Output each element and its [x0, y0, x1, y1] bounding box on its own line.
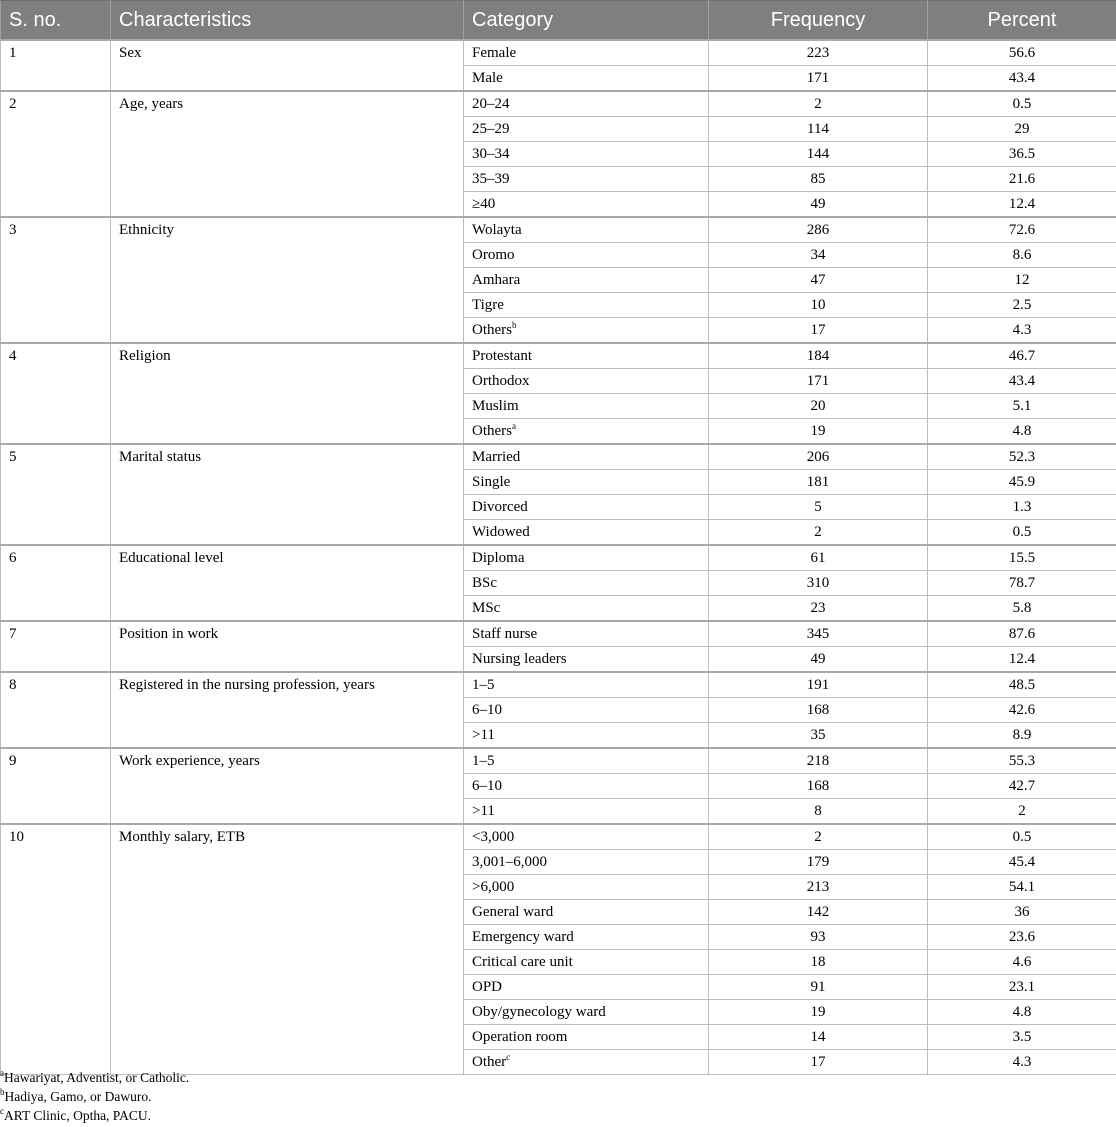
percent-cell: 78.7 [928, 571, 1116, 596]
category-cell [464, 419, 709, 445]
footnote-mark: a [0, 1068, 4, 1078]
category-label: >6,000 [472, 879, 515, 895]
percent-cell: 5.8 [928, 596, 1116, 622]
sno-cell: 8 [1, 672, 111, 748]
category-label: 35–39 [472, 171, 510, 187]
percent-cell: 4.8 [928, 419, 1116, 445]
percent-cell: 87.6 [928, 621, 1116, 647]
category-label: Nursing leaders [472, 651, 567, 667]
frequency-cell: 5 [709, 495, 928, 520]
category-label: Muslim [472, 398, 519, 414]
table-body [1, 40, 1116, 1075]
category-cell [464, 875, 709, 900]
category-cell [464, 470, 709, 495]
category-cell [464, 369, 709, 394]
category-cell [464, 1025, 709, 1050]
frequency-cell: 85 [709, 167, 928, 192]
category-cell [464, 824, 709, 850]
frequency-cell: 18 [709, 950, 928, 975]
category-cell [464, 192, 709, 218]
percent-cell: 4.3 [928, 318, 1116, 344]
percent-cell: 23.6 [928, 925, 1116, 950]
category-label: Wolayta [472, 222, 522, 238]
percent-cell: 15.5 [928, 545, 1116, 571]
category-label: 6–10 [472, 702, 502, 718]
percent-cell: 4.6 [928, 950, 1116, 975]
table-header [1, 1, 1116, 41]
sno-cell: 6 [1, 545, 111, 621]
category-cell [464, 748, 709, 774]
frequency-cell: 23 [709, 596, 928, 622]
characteristic-cell: Registered in the nursing profession, years [111, 672, 464, 748]
category-cell [464, 66, 709, 92]
table-row [1, 91, 1116, 117]
category-cell [464, 268, 709, 293]
category-cell [464, 571, 709, 596]
percent-cell: 1.3 [928, 495, 1116, 520]
frequency-cell: 168 [709, 774, 928, 799]
footnotes [0, 1068, 189, 1125]
sno-cell: 3 [1, 217, 111, 343]
category-cell [464, 850, 709, 875]
sno-cell: 1 [1, 40, 111, 91]
percent-cell: 29 [928, 117, 1116, 142]
table-row [1, 343, 1116, 369]
category-cell [464, 799, 709, 825]
category-cell [464, 545, 709, 571]
percent-cell: 12 [928, 268, 1116, 293]
footnote-mark: c [0, 1106, 4, 1116]
characteristic-cell: Religion [111, 343, 464, 444]
frequency-cell: 14 [709, 1025, 928, 1050]
category-label: Widowed [472, 524, 530, 540]
frequency-cell: 47 [709, 268, 928, 293]
frequency-cell: 8 [709, 799, 928, 825]
frequency-cell: 184 [709, 343, 928, 369]
category-label: Married [472, 449, 521, 465]
table-row [1, 444, 1116, 470]
table-row [1, 217, 1116, 243]
category-label: Oby/gynecology ward [472, 1004, 606, 1020]
footnote-marker: c [506, 1052, 511, 1062]
percent-cell: 36.5 [928, 142, 1116, 167]
frequency-cell: 17 [709, 1050, 928, 1075]
category-cell [464, 243, 709, 268]
category-cell [464, 394, 709, 419]
characteristic-cell: Work experience, years [111, 748, 464, 824]
category-cell [464, 91, 709, 117]
percent-cell: 45.4 [928, 850, 1116, 875]
frequency-cell: 2 [709, 824, 928, 850]
frequency-cell: 218 [709, 748, 928, 774]
percent-cell: 55.3 [928, 748, 1116, 774]
category-cell [464, 774, 709, 799]
category-cell [464, 217, 709, 243]
footnote-marker: a [512, 421, 516, 431]
percent-cell: 21.6 [928, 167, 1116, 192]
frequency-cell: 20 [709, 394, 928, 419]
category-cell [464, 975, 709, 1000]
percent-cell: 45.9 [928, 470, 1116, 495]
frequency-cell: 61 [709, 545, 928, 571]
header-category: Category [464, 1, 709, 41]
percent-cell: 43.4 [928, 66, 1116, 92]
frequency-cell: 171 [709, 369, 928, 394]
characteristic-cell: Ethnicity [111, 217, 464, 343]
category-cell [464, 495, 709, 520]
frequency-cell: 19 [709, 419, 928, 445]
category-label: 3,001–6,000 [472, 854, 547, 870]
percent-cell: 2.5 [928, 293, 1116, 318]
frequency-cell: 2 [709, 91, 928, 117]
percent-cell: 12.4 [928, 192, 1116, 218]
category-label: 1–5 [472, 677, 495, 693]
category-label: Diploma [472, 550, 525, 566]
frequency-cell: 10 [709, 293, 928, 318]
header-frequency: Frequency [709, 1, 928, 41]
percent-cell: 72.6 [928, 217, 1116, 243]
category-cell [464, 40, 709, 66]
category-label: 1–5 [472, 753, 495, 769]
table-row [1, 40, 1116, 66]
frequency-cell: 223 [709, 40, 928, 66]
sno-cell: 5 [1, 444, 111, 545]
sno-cell: 9 [1, 748, 111, 824]
footnote-text: ART Clinic, Optha, PACU. [4, 1108, 151, 1123]
frequency-cell: 49 [709, 647, 928, 673]
category-label: Oromo [472, 247, 515, 263]
percent-cell: 42.6 [928, 698, 1116, 723]
percent-cell: 43.4 [928, 369, 1116, 394]
characteristic-cell: Monthly salary, ETB [111, 824, 464, 1075]
footnote [0, 1106, 189, 1125]
header-percent: Percent [928, 1, 1116, 41]
category-cell [464, 520, 709, 546]
footnote-text: Hawariyat, Adventist, or Catholic. [4, 1070, 190, 1085]
category-label: >11 [472, 803, 495, 819]
percent-cell: 0.5 [928, 91, 1116, 117]
percent-cell: 0.5 [928, 520, 1116, 546]
header-sno: S. no. [1, 1, 111, 41]
category-label: General ward [472, 904, 554, 920]
category-label: BSc [472, 575, 498, 591]
frequency-cell: 19 [709, 1000, 928, 1025]
category-label: Orthodox [472, 373, 530, 389]
category-label: <3,000 [472, 829, 515, 845]
percent-cell: 23.1 [928, 975, 1116, 1000]
percent-cell: 4.8 [928, 1000, 1116, 1025]
category-label: Divorced [472, 499, 528, 515]
category-label: 20–24 [472, 96, 510, 112]
table-row [1, 824, 1116, 850]
category-label: 6–10 [472, 778, 502, 794]
category-cell [464, 698, 709, 723]
category-cell [464, 117, 709, 142]
percent-cell: 12.4 [928, 647, 1116, 673]
category-cell [464, 950, 709, 975]
percent-cell: 36 [928, 900, 1116, 925]
frequency-cell: 345 [709, 621, 928, 647]
category-cell [464, 318, 709, 344]
frequency-cell: 168 [709, 698, 928, 723]
category-cell [464, 1050, 709, 1075]
category-label: Other [472, 1054, 507, 1070]
category-label: Critical care unit [472, 954, 573, 970]
category-label: 25–29 [472, 121, 510, 137]
category-label: Amhara [472, 272, 521, 288]
category-cell [464, 167, 709, 192]
percent-cell: 8.9 [928, 723, 1116, 749]
category-cell [464, 900, 709, 925]
category-label: Others [472, 322, 512, 338]
percent-cell: 48.5 [928, 672, 1116, 698]
sno-cell: 10 [1, 824, 111, 1075]
frequency-cell: 179 [709, 850, 928, 875]
category-label: Tigre [472, 297, 504, 313]
category-cell [464, 596, 709, 622]
frequency-cell: 2 [709, 520, 928, 546]
header-row [1, 1, 1116, 41]
percent-cell: 4.3 [928, 1050, 1116, 1075]
category-label: Operation room [472, 1029, 568, 1045]
table-row [1, 621, 1116, 647]
frequency-cell: 171 [709, 66, 928, 92]
characteristic-cell: Position in work [111, 621, 464, 672]
frequency-cell: 310 [709, 571, 928, 596]
frequency-cell: 142 [709, 900, 928, 925]
frequency-cell: 91 [709, 975, 928, 1000]
table-row [1, 545, 1116, 571]
frequency-cell: 213 [709, 875, 928, 900]
sno-cell: 4 [1, 343, 111, 444]
category-label: OPD [472, 979, 503, 995]
characteristic-cell: Sex [111, 40, 464, 91]
footnote [0, 1068, 189, 1087]
percent-cell: 2 [928, 799, 1116, 825]
frequency-cell: 191 [709, 672, 928, 698]
characteristic-cell: Age, years [111, 91, 464, 217]
footnote-marker: b [512, 320, 517, 330]
category-cell [464, 647, 709, 673]
percent-cell: 8.6 [928, 243, 1116, 268]
category-label: ≥40 [472, 196, 496, 212]
percent-cell: 42.7 [928, 774, 1116, 799]
frequency-cell: 206 [709, 444, 928, 470]
category-label: Emergency ward [472, 929, 574, 945]
characteristic-cell: Marital status [111, 444, 464, 545]
frequency-cell: 114 [709, 117, 928, 142]
category-label: Female [472, 45, 517, 61]
footnote-text: Hadiya, Gamo, or Dawuro. [4, 1089, 152, 1104]
category-label: 30–34 [472, 146, 510, 162]
category-cell [464, 444, 709, 470]
table-row [1, 748, 1116, 774]
category-label: Single [472, 474, 511, 490]
frequency-cell: 35 [709, 723, 928, 749]
percent-cell: 54.1 [928, 875, 1116, 900]
percent-cell: 0.5 [928, 824, 1116, 850]
category-label: Male [472, 70, 503, 86]
footnote [0, 1087, 189, 1106]
category-label: Staff nurse [472, 626, 538, 642]
category-cell [464, 293, 709, 318]
sno-cell: 2 [1, 91, 111, 217]
category-label: >11 [472, 727, 495, 743]
category-cell [464, 343, 709, 369]
percent-cell: 46.7 [928, 343, 1116, 369]
frequency-cell: 49 [709, 192, 928, 218]
category-label: Others [472, 423, 512, 439]
category-cell [464, 723, 709, 749]
category-cell [464, 621, 709, 647]
category-cell [464, 925, 709, 950]
frequency-cell: 93 [709, 925, 928, 950]
percent-cell: 52.3 [928, 444, 1116, 470]
category-label: Protestant [472, 348, 532, 364]
percent-cell: 5.1 [928, 394, 1116, 419]
table-row [1, 672, 1116, 698]
percent-cell: 56.6 [928, 40, 1116, 66]
category-cell [464, 672, 709, 698]
header-characteristics: Characteristics [111, 1, 464, 41]
sno-cell: 7 [1, 621, 111, 672]
frequency-cell: 286 [709, 217, 928, 243]
footnote-mark: b [0, 1087, 5, 1097]
percent-cell: 3.5 [928, 1025, 1116, 1050]
characteristic-cell: Educational level [111, 545, 464, 621]
frequency-cell: 17 [709, 318, 928, 344]
category-cell [464, 142, 709, 167]
category-cell [464, 1000, 709, 1025]
frequency-cell: 34 [709, 243, 928, 268]
frequency-cell: 181 [709, 470, 928, 495]
frequency-cell: 144 [709, 142, 928, 167]
category-label: MSc [472, 600, 501, 616]
